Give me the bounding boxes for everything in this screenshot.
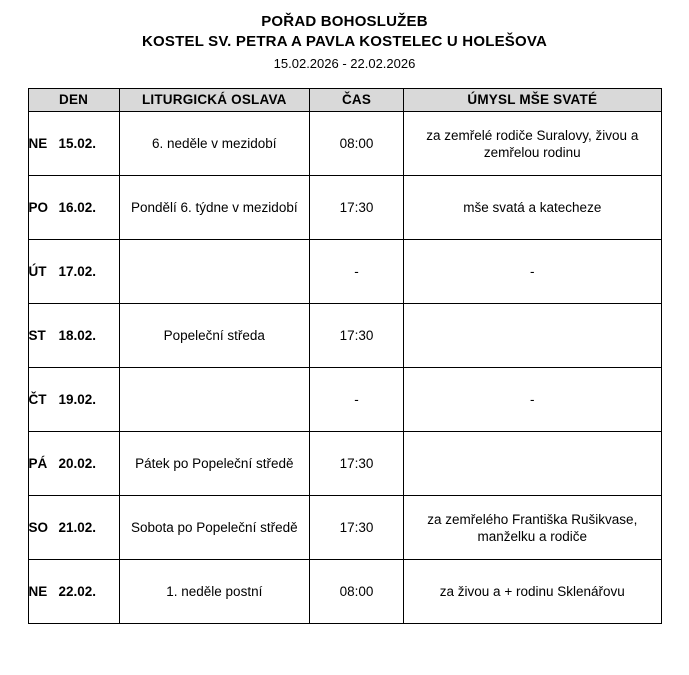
cell-celebration (119, 240, 309, 304)
cell-time: - (309, 368, 403, 432)
cell-date: 16.02. (58, 200, 97, 215)
cell-day (28, 304, 119, 368)
schedule-table (28, 88, 662, 624)
table-row (28, 112, 661, 176)
table-row (28, 560, 661, 624)
cell-day-of-week: ST (28, 328, 46, 343)
cell-intention: za zemřelého Františka Rušikvase, manželku a rodiče (404, 496, 661, 560)
cell-intention (404, 304, 661, 368)
cell-date: 22.02. (58, 584, 97, 599)
cell-celebration: 6. neděle v mezidobí (119, 112, 309, 176)
cell-date: 18.02. (58, 328, 97, 343)
document-header (0, 0, 689, 74)
cell-day (28, 112, 119, 176)
cell-day-of-week: SO (28, 520, 49, 535)
page-title-line1: POŘAD BOHOSLUŽEB (261, 13, 428, 30)
cell-celebration: Pondělí 6. týdne v mezidobí (119, 176, 309, 240)
column-header-umysl-mse-svate: ÚMYSL MŠE SVATÉ (404, 89, 661, 112)
cell-date: 21.02. (58, 520, 97, 535)
cell-day-of-week: NE (28, 136, 48, 151)
table-row (28, 432, 661, 496)
cell-day (28, 176, 119, 240)
cell-celebration: Popeleční středa (119, 304, 309, 368)
cell-time: 17:30 (309, 496, 403, 560)
cell-time: 17:30 (309, 432, 403, 496)
column-header-cas: ČAS (309, 89, 403, 112)
cell-date: 15.02. (58, 136, 97, 151)
cell-celebration (119, 368, 309, 432)
cell-time: 17:30 (309, 304, 403, 368)
cell-intention: - (404, 240, 661, 304)
table-row (28, 368, 661, 432)
table-row (28, 240, 661, 304)
table-header-row (28, 89, 661, 112)
cell-time: - (309, 240, 403, 304)
cell-time: 17:30 (309, 176, 403, 240)
cell-date: 17.02. (58, 264, 97, 279)
cell-intention: - (404, 368, 661, 432)
cell-day-of-week: NE (28, 584, 48, 599)
cell-day (28, 368, 119, 432)
schedule-table-wrapper (28, 88, 662, 624)
cell-intention: mše svatá a katecheze (404, 176, 661, 240)
cell-time: 08:00 (309, 112, 403, 176)
cell-day-of-week: PO (28, 200, 49, 215)
table-row (28, 496, 661, 560)
cell-day-of-week: ČT (28, 392, 47, 407)
cell-day-of-week: ÚT (28, 264, 47, 279)
table-row (28, 304, 661, 368)
cell-time: 08:00 (309, 560, 403, 624)
cell-date: 20.02. (58, 456, 97, 471)
cell-day (28, 560, 119, 624)
cell-intention: za živou a + rodinu Sklenářovu (404, 560, 661, 624)
column-header-den: DEN (28, 89, 119, 112)
date-range: 15.02.2026 - 22.02.2026 (273, 56, 416, 71)
cell-celebration: 1. neděle postní (119, 560, 309, 624)
cell-day (28, 432, 119, 496)
table-body (28, 112, 661, 624)
cell-celebration: Pátek po Popeleční středě (119, 432, 309, 496)
page-title-line2: KOSTEL SV. PETRA A PAVLA KOSTELEC U HOLEŠOVA (142, 33, 547, 50)
cell-day (28, 240, 119, 304)
cell-day-of-week: PÁ (28, 456, 48, 471)
cell-celebration: Sobota po Popeleční středě (119, 496, 309, 560)
cell-intention (404, 432, 661, 496)
cell-day (28, 496, 119, 560)
column-header-liturgicka-oslava: LITURGICKÁ OSLAVA (119, 89, 309, 112)
cell-date: 19.02. (58, 392, 97, 407)
table-row (28, 176, 661, 240)
cell-intention: za zemřelé rodiče Suralovy, živou a zemřelou rodinu (404, 112, 661, 176)
